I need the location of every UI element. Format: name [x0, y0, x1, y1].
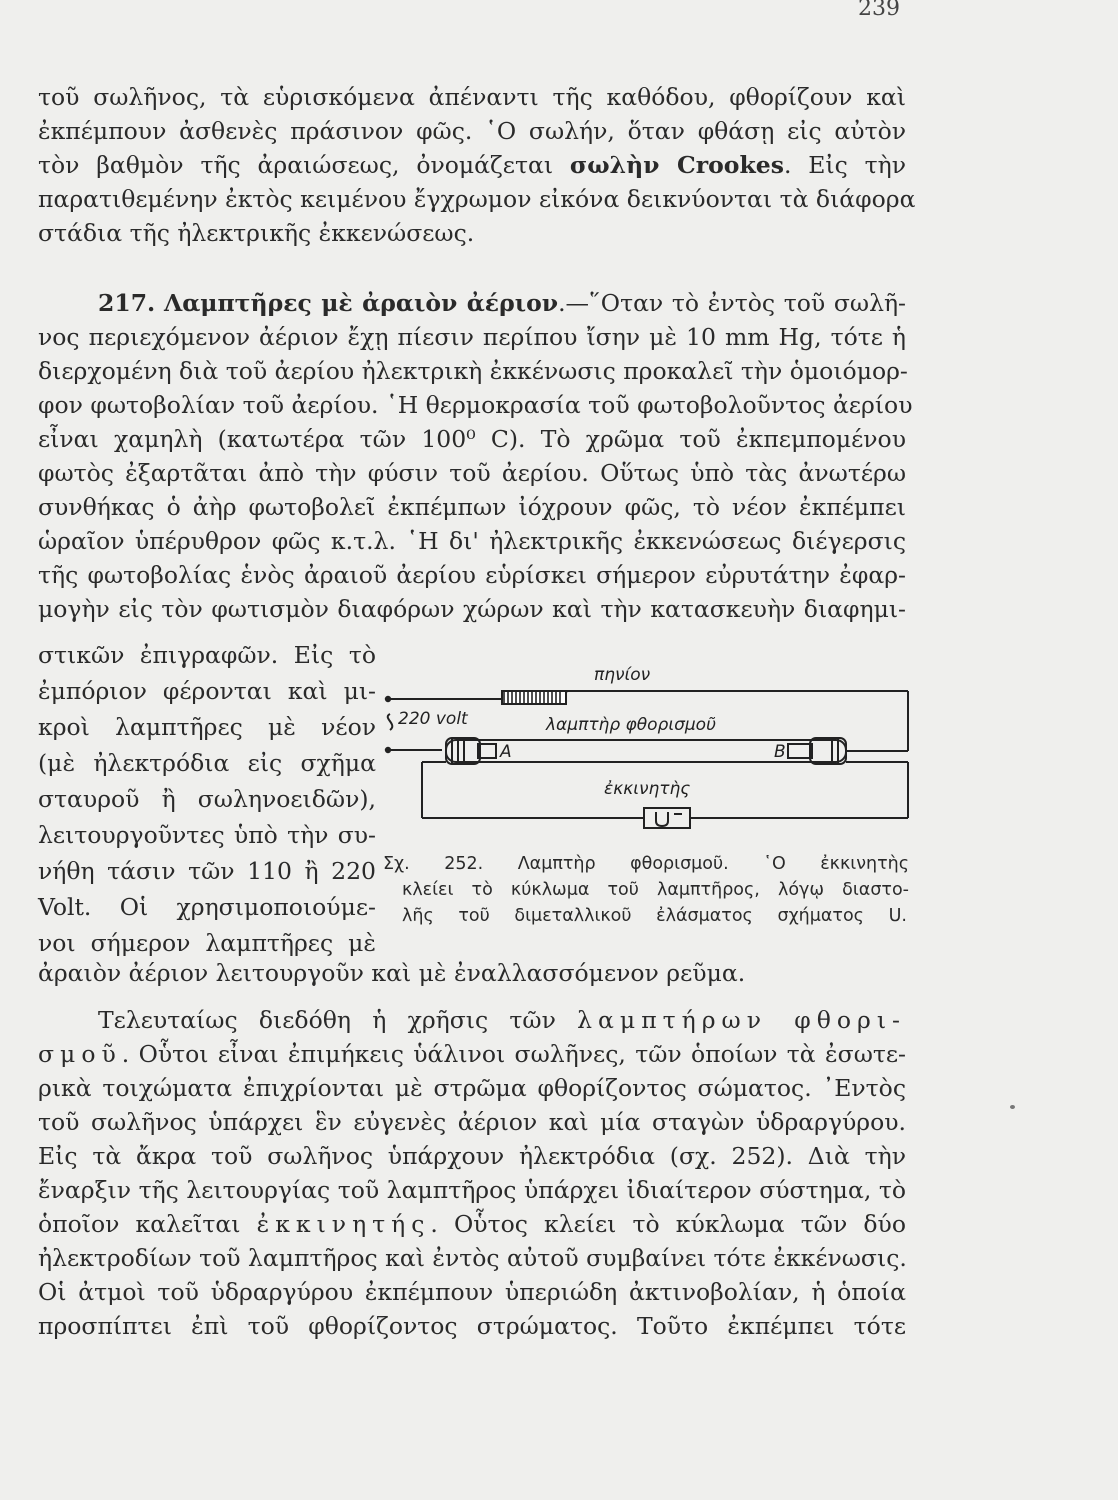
text-line: ρικὰ τοιχώματα ἐπιχρίονται μὲ στρῶμα φθορίζοντος σώματος. ᾿Εντὸς: [38, 1074, 906, 1102]
text-line: ἀραιὸν ἀέριον λειτουργοῦν καὶ μὲ ἐναλλασσόμενον ρεῦμα.: [38, 959, 746, 987]
figure-caption-line: λῆς τοῦ διμεταλλικοῦ ἐλάσματος σχήματος U.: [402, 906, 907, 926]
section-217-heading-line: [38, 288, 906, 318]
wrapped-text-line: λειτουργοῦντες ὑπὸ τὴν συ-: [38, 821, 376, 849]
text-line: εἶναι χαμηλὴ (κατωτέρα τῶν 100⁰ C). Τὸ χρῶμα τοῦ ἐκπεμπομένου: [38, 425, 906, 453]
text-line-spaced-term: [38, 1209, 906, 1239]
text-span: ὁποῖον καλεῖται: [38, 1210, 257, 1238]
text-span: .—῞Οταν τὸ ἐντὸς τοῦ σωλῆ-: [558, 289, 906, 317]
section-number: 217.: [98, 289, 156, 317]
section-title: Λαμπτῆρες μὲ ἀραιὸν ἀέριον: [163, 289, 559, 317]
text-line: ἠλεκτροδίων τοῦ λαμπτῆρος καὶ ἐντὸς αὐτοῦ συμβαίνει τότε ἐκκένωσις.: [38, 1244, 907, 1272]
text-span: Τελευταίως διεδόθη ἡ χρῆσις τῶν: [98, 1006, 578, 1034]
text-line-spaced-term: [38, 1005, 906, 1035]
lamp-label: λαμπτὴρ φθορισμοῦ: [546, 715, 716, 735]
text-line-with-bold: [38, 150, 906, 180]
bimetal-strip: [656, 812, 668, 826]
text-line-spaced-term: [38, 1039, 906, 1069]
wrapped-text-line: (μὲ ἠλεκτρόδια εἰς σχῆμα: [38, 749, 376, 777]
text-line: τοῦ σωλῆνος, τὰ εὑρισκόμενα ἀπέναντι τῆς καθόδου, φθορίζουν καὶ: [38, 83, 906, 111]
crookes-term: σωλὴν Crookes: [569, 151, 784, 179]
wrapped-text-line: νήθη τάσιν τῶν 110 ἢ 220: [38, 857, 376, 885]
text-line: ὡραῖον ὑπέρυθρον φῶς κ.τ.λ. ῾Η δι' ἠλεκτρικῆς ἐκκενώσεως διέγερσις: [38, 527, 906, 555]
text-span: τὸν βαθμὸν τῆς ἀραιώσεως, ὀνομάζεται: [38, 151, 570, 179]
text-line: παρατιθεμένην ἐκτὸς κειμένου ἔγχρωμον εἰκόνα δεικνύονται τὰ διάφορα: [38, 185, 916, 213]
text-span: . Οὗτοι εἶναι ἐπιμήκεις ὑάλινοι σωλῆνες, τῶν ὁποίων τὰ ἐσωτε-: [121, 1040, 906, 1068]
coil-windings: [504, 691, 560, 704]
circuit-diagram: [382, 662, 914, 840]
text-line: νος περιεχόμενον ἀέριον ἔχῃ πίεσιν περίπου ἴσην μὲ 10 mm Hg, τότε ἡ: [38, 323, 906, 351]
text-line: ἐκπέμπουν ἀσθενὲς πράσινον φῶς. ῾Ο σωλήν, ὅταν φθάσῃ εἰς αὐτὸν: [38, 117, 906, 145]
figure-caption-line: Σχ. 252. Λαμπτὴρ φθορισμοῦ. ῾Ο ἐκκινητὴς: [383, 854, 909, 874]
wrapped-text-line: στικῶν ἐπιγραφῶν. Εἰς τὸ: [38, 641, 376, 669]
text-line: τῆς φωτοβολίας ἑνὸς ἀραιοῦ ἀερίου εὑρίσκει σήμερον εὐρυτάτην ἐφαρ-: [38, 561, 906, 589]
page-number: 239: [858, 0, 900, 21]
spaced-term: σμοῦ: [38, 1040, 122, 1068]
electrode-b-label: Β: [774, 742, 786, 762]
text-line: Οἱ ἀτμοὶ τοῦ ὑδραργύρου ἐκπέμπουν ὑπεριώδη ἀκτινοβολίαν, ἡ ὁποία: [38, 1278, 906, 1306]
coil-label: πηνίον: [594, 665, 651, 685]
starter-label: ἐκκινητὴς: [604, 779, 691, 799]
spaced-term: λαμπτήρων φθορι-: [577, 1006, 906, 1034]
text-line: διερχομένη διὰ τοῦ ἀερίου ἠλεκτρικὴ ἐκκένωσις προκαλεῖ τὴν ὁμοιόμορ-: [38, 357, 908, 385]
wrapped-text-line: ἐμπόριον φέρονται καὶ μι-: [38, 677, 376, 705]
text-line: τοῦ σωλῆνος ὑπάρχει ἓν εὐγενὲς ἀέριον καὶ μία σταγὼν ὑδραργύρου.: [38, 1108, 906, 1136]
figure-caption-line: κλείει τὸ κύκλωμα τοῦ λαμπτῆρος, λόγῳ διαστο-: [402, 880, 909, 900]
figure-252-fluorescent-lamp-diagram: [382, 662, 914, 840]
text-line: προσπίπτει ἐπὶ τοῦ φθορίζοντος στρώματος. Τοῦτο ἐκπέμπει τότε: [38, 1312, 906, 1340]
wrapped-text-line: κροὶ λαμπτῆρες μὲ νέον: [38, 713, 376, 741]
wrapped-text-line: νοι σήμερον λαμπτῆρες μὲ: [38, 929, 376, 957]
text-span: . Εἰς τὴν: [783, 151, 907, 179]
text-line: φωτὸς ἐξαρτᾶται ἀπὸ τὴν φύσιν τοῦ ἀερίου. Οὕτως ὑπὸ τὰς ἀνωτέρω: [38, 459, 906, 487]
text-line: μογὴν εἰς τὸν φωτισμὸν διαφόρων χώρων καὶ τὴν κατασκευὴν διαφημι-: [38, 595, 906, 623]
text-line: φον φωτοβολίαν τοῦ ἀερίου. ῾Η θερμοκρασία τοῦ φωτοβολοῦντος ἀερίου: [38, 391, 913, 419]
source-symbol: [388, 714, 393, 730]
text-span: . Οὗτος κλείει τὸ κύκλωμα τῶν δύο: [430, 1210, 906, 1238]
electrode-b: [788, 744, 812, 758]
text-line: ἔναρξιν τῆς λειτουργίας τοῦ λαμπτῆρος ὑπάρχει ἰδιαίτερον σύστημα, τὸ: [38, 1176, 906, 1204]
electrode-a-label: Α: [500, 742, 512, 762]
print-speck: [1010, 1105, 1015, 1109]
text-line: στάδια τῆς ἠλεκτρικῆς ἐκκενώσεως.: [38, 219, 475, 247]
spaced-term: ἐκκινητής: [256, 1210, 431, 1238]
voltage-label: 220 volt: [398, 709, 468, 729]
wrapped-text-line: σταυροῦ ἢ σωληνοειδῶν),: [38, 785, 376, 813]
text-line: συνθήκας ὁ ἀὴρ φωτοβολεῖ ἐκπέμπων ἰόχρουν φῶς, τὸ νέον ἐκπέμπει: [38, 493, 906, 521]
wrapped-text-line: Volt. Οἱ χρησιμοποιούμε-: [38, 893, 376, 921]
text-line: Εἰς τὰ ἄκρα τοῦ σωλῆνος ὑπάρχουν ἠλεκτρόδια (σχ. 252). Διὰ τὴν: [38, 1142, 906, 1170]
